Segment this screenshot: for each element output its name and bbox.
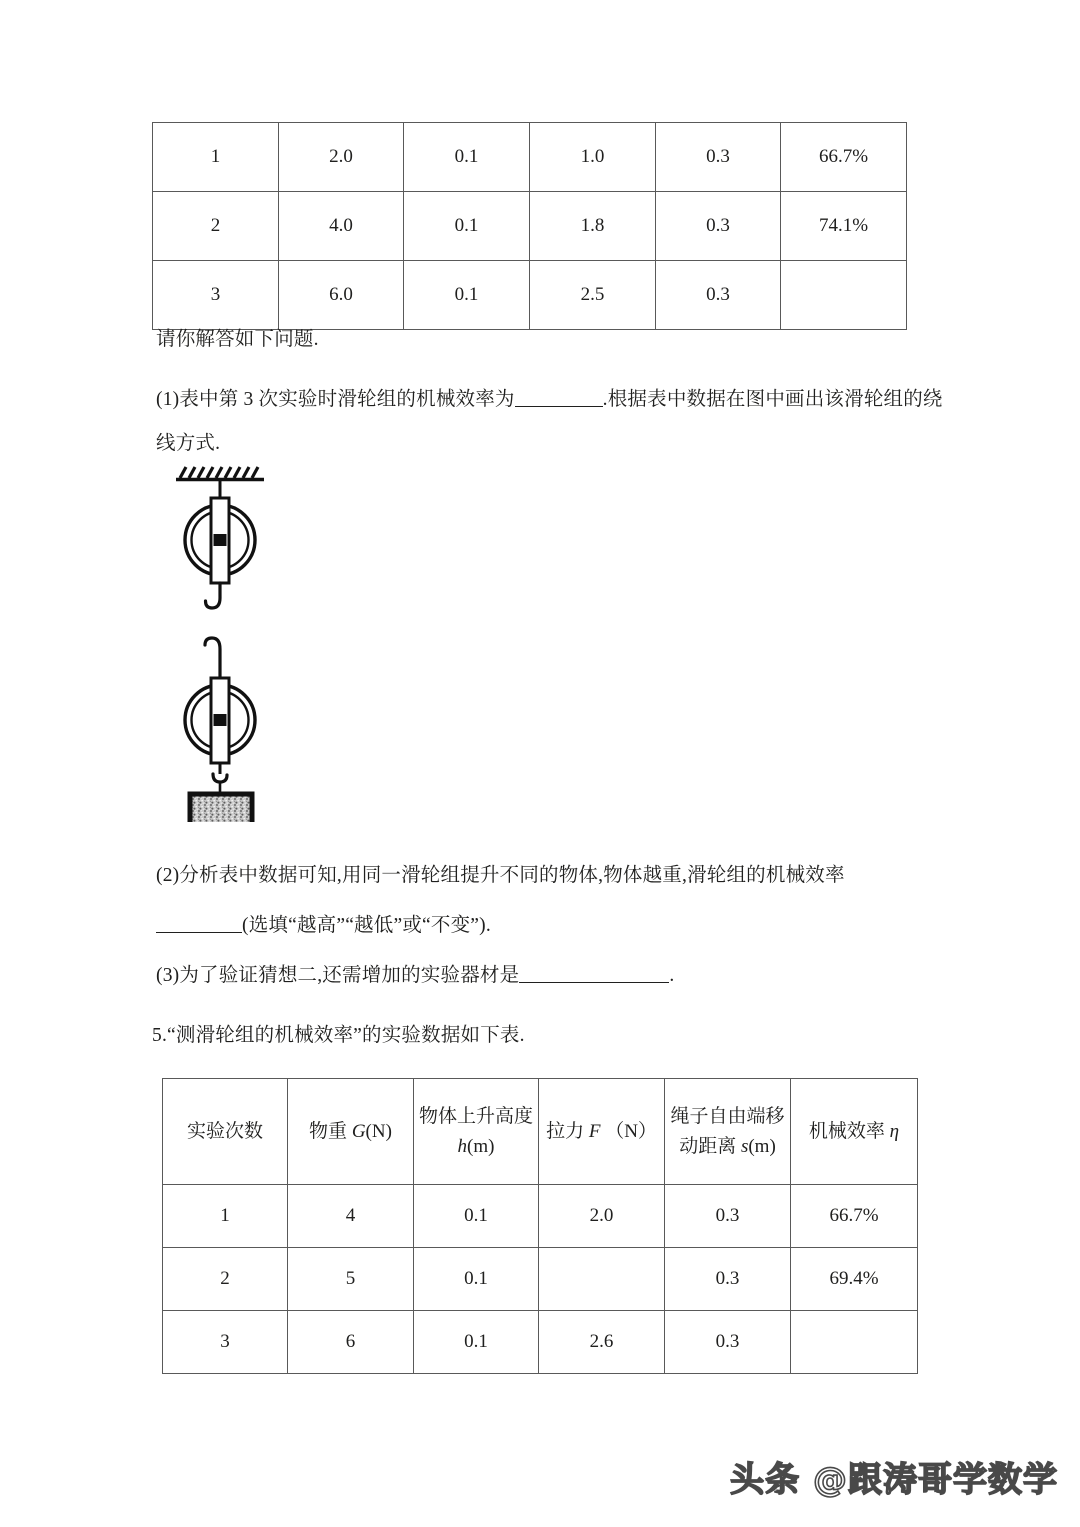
table-header-cell: 实验次数 (163, 1079, 288, 1185)
table-cell: 0.3 (665, 1185, 791, 1248)
table-cell: 0.3 (665, 1248, 791, 1311)
question-3-text-a: (3)为了验证猜想二,还需增加的实验器材是 (156, 965, 520, 986)
question-2-line-2 (156, 912, 491, 940)
table-cell: 0.1 (414, 1185, 539, 1248)
table-cell: 2 (163, 1248, 288, 1311)
table-cell: 0.3 (656, 261, 781, 330)
table-cell (539, 1248, 665, 1311)
ceiling-hatching (180, 467, 258, 478)
table-cell: 0.1 (404, 123, 530, 192)
table-header-cell: 绳子自由端移 动距离 s(m) (665, 1079, 791, 1185)
table-cell: 4.0 (279, 192, 404, 261)
table-header-cell: 物重 G(N) (288, 1079, 414, 1185)
table-cell: 1.0 (530, 123, 656, 192)
table-cell: 74.1% (781, 192, 907, 261)
table-cell: 2.5 (530, 261, 656, 330)
question-2-text-b: (选填“越高”“越低”或“不变”). (242, 915, 491, 936)
question-1-blank[interactable] (515, 406, 603, 407)
question-3-text-b: . (669, 965, 675, 986)
table-cell: 3 (163, 1311, 288, 1374)
data-table-bottom (162, 1078, 918, 1374)
table-row (163, 1185, 918, 1248)
movable-pulley-top-hook (205, 638, 220, 680)
table-cell: 3 (153, 261, 279, 330)
table-row (153, 192, 907, 261)
table-row (153, 123, 907, 192)
table-header-row (163, 1079, 918, 1185)
table-cell: 66.7% (791, 1185, 918, 1248)
table-cell: 5 (288, 1248, 414, 1311)
table-cell: 0.1 (414, 1311, 539, 1374)
table-cell: 0.3 (656, 123, 781, 192)
table-cell: 1 (153, 123, 279, 192)
table-cell: 2.0 (279, 123, 404, 192)
question-1-line-2: 线方式. (156, 433, 221, 454)
question-1-text-b: .根据表中数据在图中画出该滑轮组的绕 (602, 389, 943, 410)
question-2-blank[interactable] (156, 932, 242, 933)
table-cell: 69.4% (791, 1248, 918, 1311)
question-1-line-1 (156, 386, 943, 414)
watermark: 头条 @跟涛哥学数学 (730, 1460, 1058, 1500)
block-connector-hook (213, 774, 227, 782)
data-table-top (152, 122, 907, 330)
table-header-cell: 机械效率 η (791, 1079, 918, 1185)
question-1-text-a: (1)表中第 3 次实验时滑轮组的机械效率为 (156, 389, 515, 410)
table-cell: 2.6 (539, 1311, 665, 1374)
table-cell: 6 (288, 1311, 414, 1374)
table-cell: 2.0 (539, 1185, 665, 1248)
table-cell (791, 1311, 918, 1374)
table-cell: 6.0 (279, 261, 404, 330)
table-row (163, 1248, 918, 1311)
table-header-cell: 物体上升高度 h(m) (414, 1079, 539, 1185)
movable-pulley-axle (214, 714, 227, 726)
question-3-blank[interactable] (519, 982, 669, 983)
table-cell: 0.1 (414, 1248, 539, 1311)
intro-text: 请你解答如下问题. (156, 329, 319, 350)
table-cell (781, 261, 907, 330)
question-2-line-1: (2)分析表中数据可知,用同一滑轮组提升不同的物体,物体越重,滑轮组的机械效率 (156, 865, 845, 886)
table-cell: 4 (288, 1185, 414, 1248)
hanging-block (190, 794, 252, 822)
question-3-line-1 (156, 962, 674, 990)
table-cell: 0.1 (404, 261, 530, 330)
pulley-diagram-svg (168, 462, 298, 822)
table-cell: 1 (163, 1185, 288, 1248)
table-row (163, 1311, 918, 1374)
table-cell: 0.3 (665, 1311, 791, 1374)
table-row (153, 261, 907, 330)
table-cell: 66.7% (781, 123, 907, 192)
table-header-cell: 拉力 F （N） (539, 1079, 665, 1185)
table-cell: 0.3 (656, 192, 781, 261)
pulley-system-diagram (168, 462, 298, 822)
fixed-pulley-axle (214, 534, 227, 546)
table-cell: 0.1 (404, 192, 530, 261)
table-cell: 2 (153, 192, 279, 261)
fixed-pulley-hook (206, 583, 221, 608)
question-5-heading: 5.“测滑轮组的机械效率”的实验数据如下表. (152, 1025, 525, 1046)
table-cell: 1.8 (530, 192, 656, 261)
